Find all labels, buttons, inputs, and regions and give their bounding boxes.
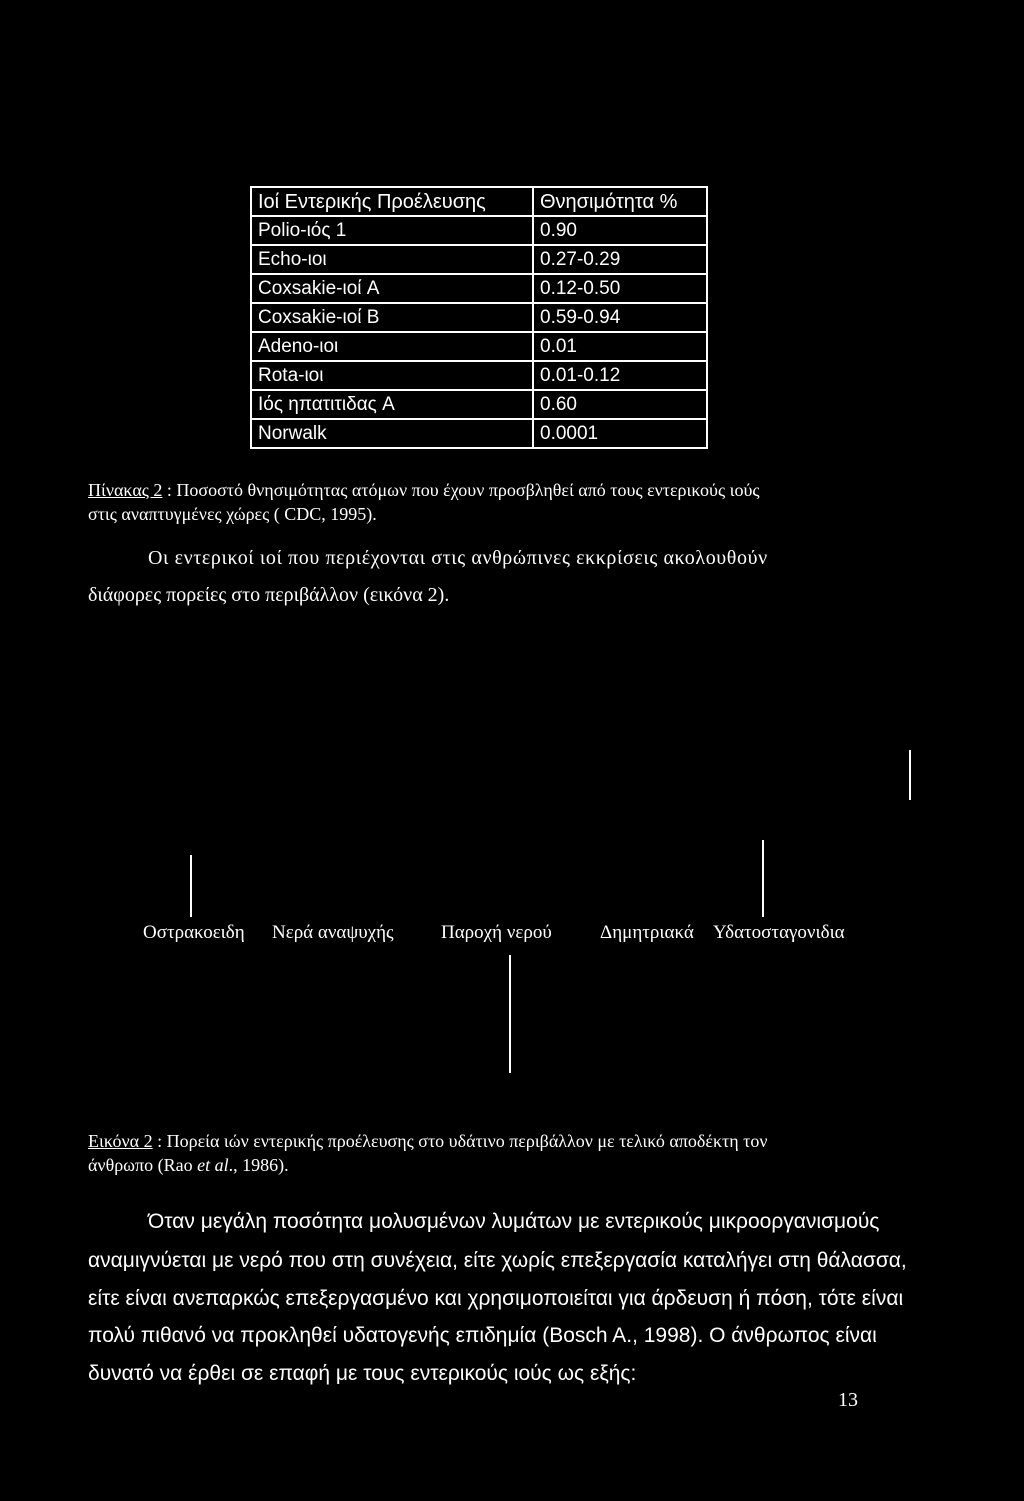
diagram-label-water-supply: Παροχή νερού bbox=[441, 922, 552, 943]
mortality-table bbox=[250, 186, 708, 449]
intro-paragraph-line1: Οι εντερικοί ιοί που περιέχονται στις ανθρώπινες εκκρίσεις ακολουθούν bbox=[148, 547, 768, 569]
cell-mortality: 0.01 bbox=[533, 332, 707, 361]
figure-caption-label: Εικόνα 2 bbox=[88, 1131, 153, 1151]
table-caption-text: : Ποσοστό θνησιμότητας ατόμων που έχουν προσβληθεί από τους εντερικούς ιούς bbox=[166, 480, 760, 500]
table-row bbox=[251, 419, 707, 448]
body-paragraph-line: είτε είναι ανεπαρκώς επεξεργασμένο και χρησιμοποιείται για άρδευση ή πόση, τότε είναι bbox=[88, 1287, 904, 1310]
figure-caption-line1 bbox=[88, 1129, 768, 1153]
cell-virus: Ιός ηπατιτιδας A bbox=[251, 390, 533, 419]
cell-mortality: 0.0001 bbox=[533, 419, 707, 448]
body-paragraph-line: δυνατό να έρθει σε επαφή με τους εντερικούς ιούς ως εξής: bbox=[88, 1362, 637, 1385]
table-caption-label: Πίνακας 2 bbox=[88, 480, 163, 500]
cell-virus: Coxsakie-ιοί A bbox=[251, 274, 533, 303]
column-header-virus: Ιοί Εντερικής Προέλευσης bbox=[251, 187, 533, 216]
diagram-connector-line bbox=[909, 750, 911, 800]
cell-mortality: 0.59-0.94 bbox=[533, 303, 707, 332]
column-header-mortality: Θνησιμότητα % bbox=[533, 187, 707, 216]
table-row bbox=[251, 332, 707, 361]
cell-mortality: 0.60 bbox=[533, 390, 707, 419]
table-row bbox=[251, 274, 707, 303]
body-paragraph-line: αναμιγνύεται με νερό που στη συνέχεια, είτε χωρίς επεξεργασία καταλήγει στη θάλασσα, bbox=[88, 1249, 907, 1272]
figure-caption-text: : Πορεία ιών εντερικής προέλευσης στο υδάτινο περιβάλλον με τελικό αποδέκτη τον bbox=[157, 1131, 768, 1151]
table-caption-line1 bbox=[88, 478, 759, 502]
cell-virus: Adeno-ιοι bbox=[251, 332, 533, 361]
figure-caption-et-al: et al bbox=[197, 1155, 229, 1175]
diagram-connector-line bbox=[509, 955, 511, 1073]
diagram-connector-line bbox=[190, 855, 192, 917]
table-caption-line2: στις αναπτυγμένες χώρες ( CDC, 1995). bbox=[88, 504, 377, 524]
table-row bbox=[251, 303, 707, 332]
table-row bbox=[251, 361, 707, 390]
diagram-label-cereals: Δημητριακά bbox=[600, 922, 694, 943]
figure-caption-text-start: άνθρωπο (Rao bbox=[88, 1155, 198, 1175]
cell-mortality: 0.27-0.29 bbox=[533, 245, 707, 274]
diagram-label-recreational-water: Νερά αναψυχής bbox=[272, 922, 394, 943]
cell-mortality: 0.12-0.50 bbox=[533, 274, 707, 303]
table-row bbox=[251, 390, 707, 419]
cell-virus: Echo-ιοι bbox=[251, 245, 533, 274]
cell-virus: Coxsakie-ιοί B bbox=[251, 303, 533, 332]
figure-caption-text-end: ., 1986). bbox=[228, 1155, 289, 1175]
cell-virus: Rota-ιοι bbox=[251, 361, 533, 390]
table-row bbox=[251, 216, 707, 245]
cell-mortality: 0.90 bbox=[533, 216, 707, 245]
body-paragraph-line: πολύ πιθανό να προκληθεί υδατογενής επιδημία (Bosch A., 1998). Ο άνθρωπος είναι bbox=[88, 1324, 877, 1347]
diagram-label-shellfish: Οστρακοειδη bbox=[143, 922, 245, 943]
table-header-row bbox=[251, 187, 707, 216]
figure-caption-line2 bbox=[88, 1153, 289, 1177]
cell-virus: Norwalk bbox=[251, 419, 533, 448]
body-paragraph-line: Όταν μεγάλη ποσότητα μολυσμένων λυμάτων με εντερικούς μικροοργανισμούς bbox=[148, 1210, 880, 1233]
intro-paragraph-line2: διάφορες πορείες στο περιβάλλον (εικόνα 2). bbox=[88, 584, 450, 606]
cell-virus: Polio-ιός 1 bbox=[251, 216, 533, 245]
page-number: 13 bbox=[838, 1389, 858, 1411]
diagram-connector-line bbox=[762, 840, 764, 917]
diagram-label-aerosols: Υδατοσταγονιδια bbox=[713, 922, 845, 943]
table-row bbox=[251, 245, 707, 274]
cell-mortality: 0.01-0.12 bbox=[533, 361, 707, 390]
